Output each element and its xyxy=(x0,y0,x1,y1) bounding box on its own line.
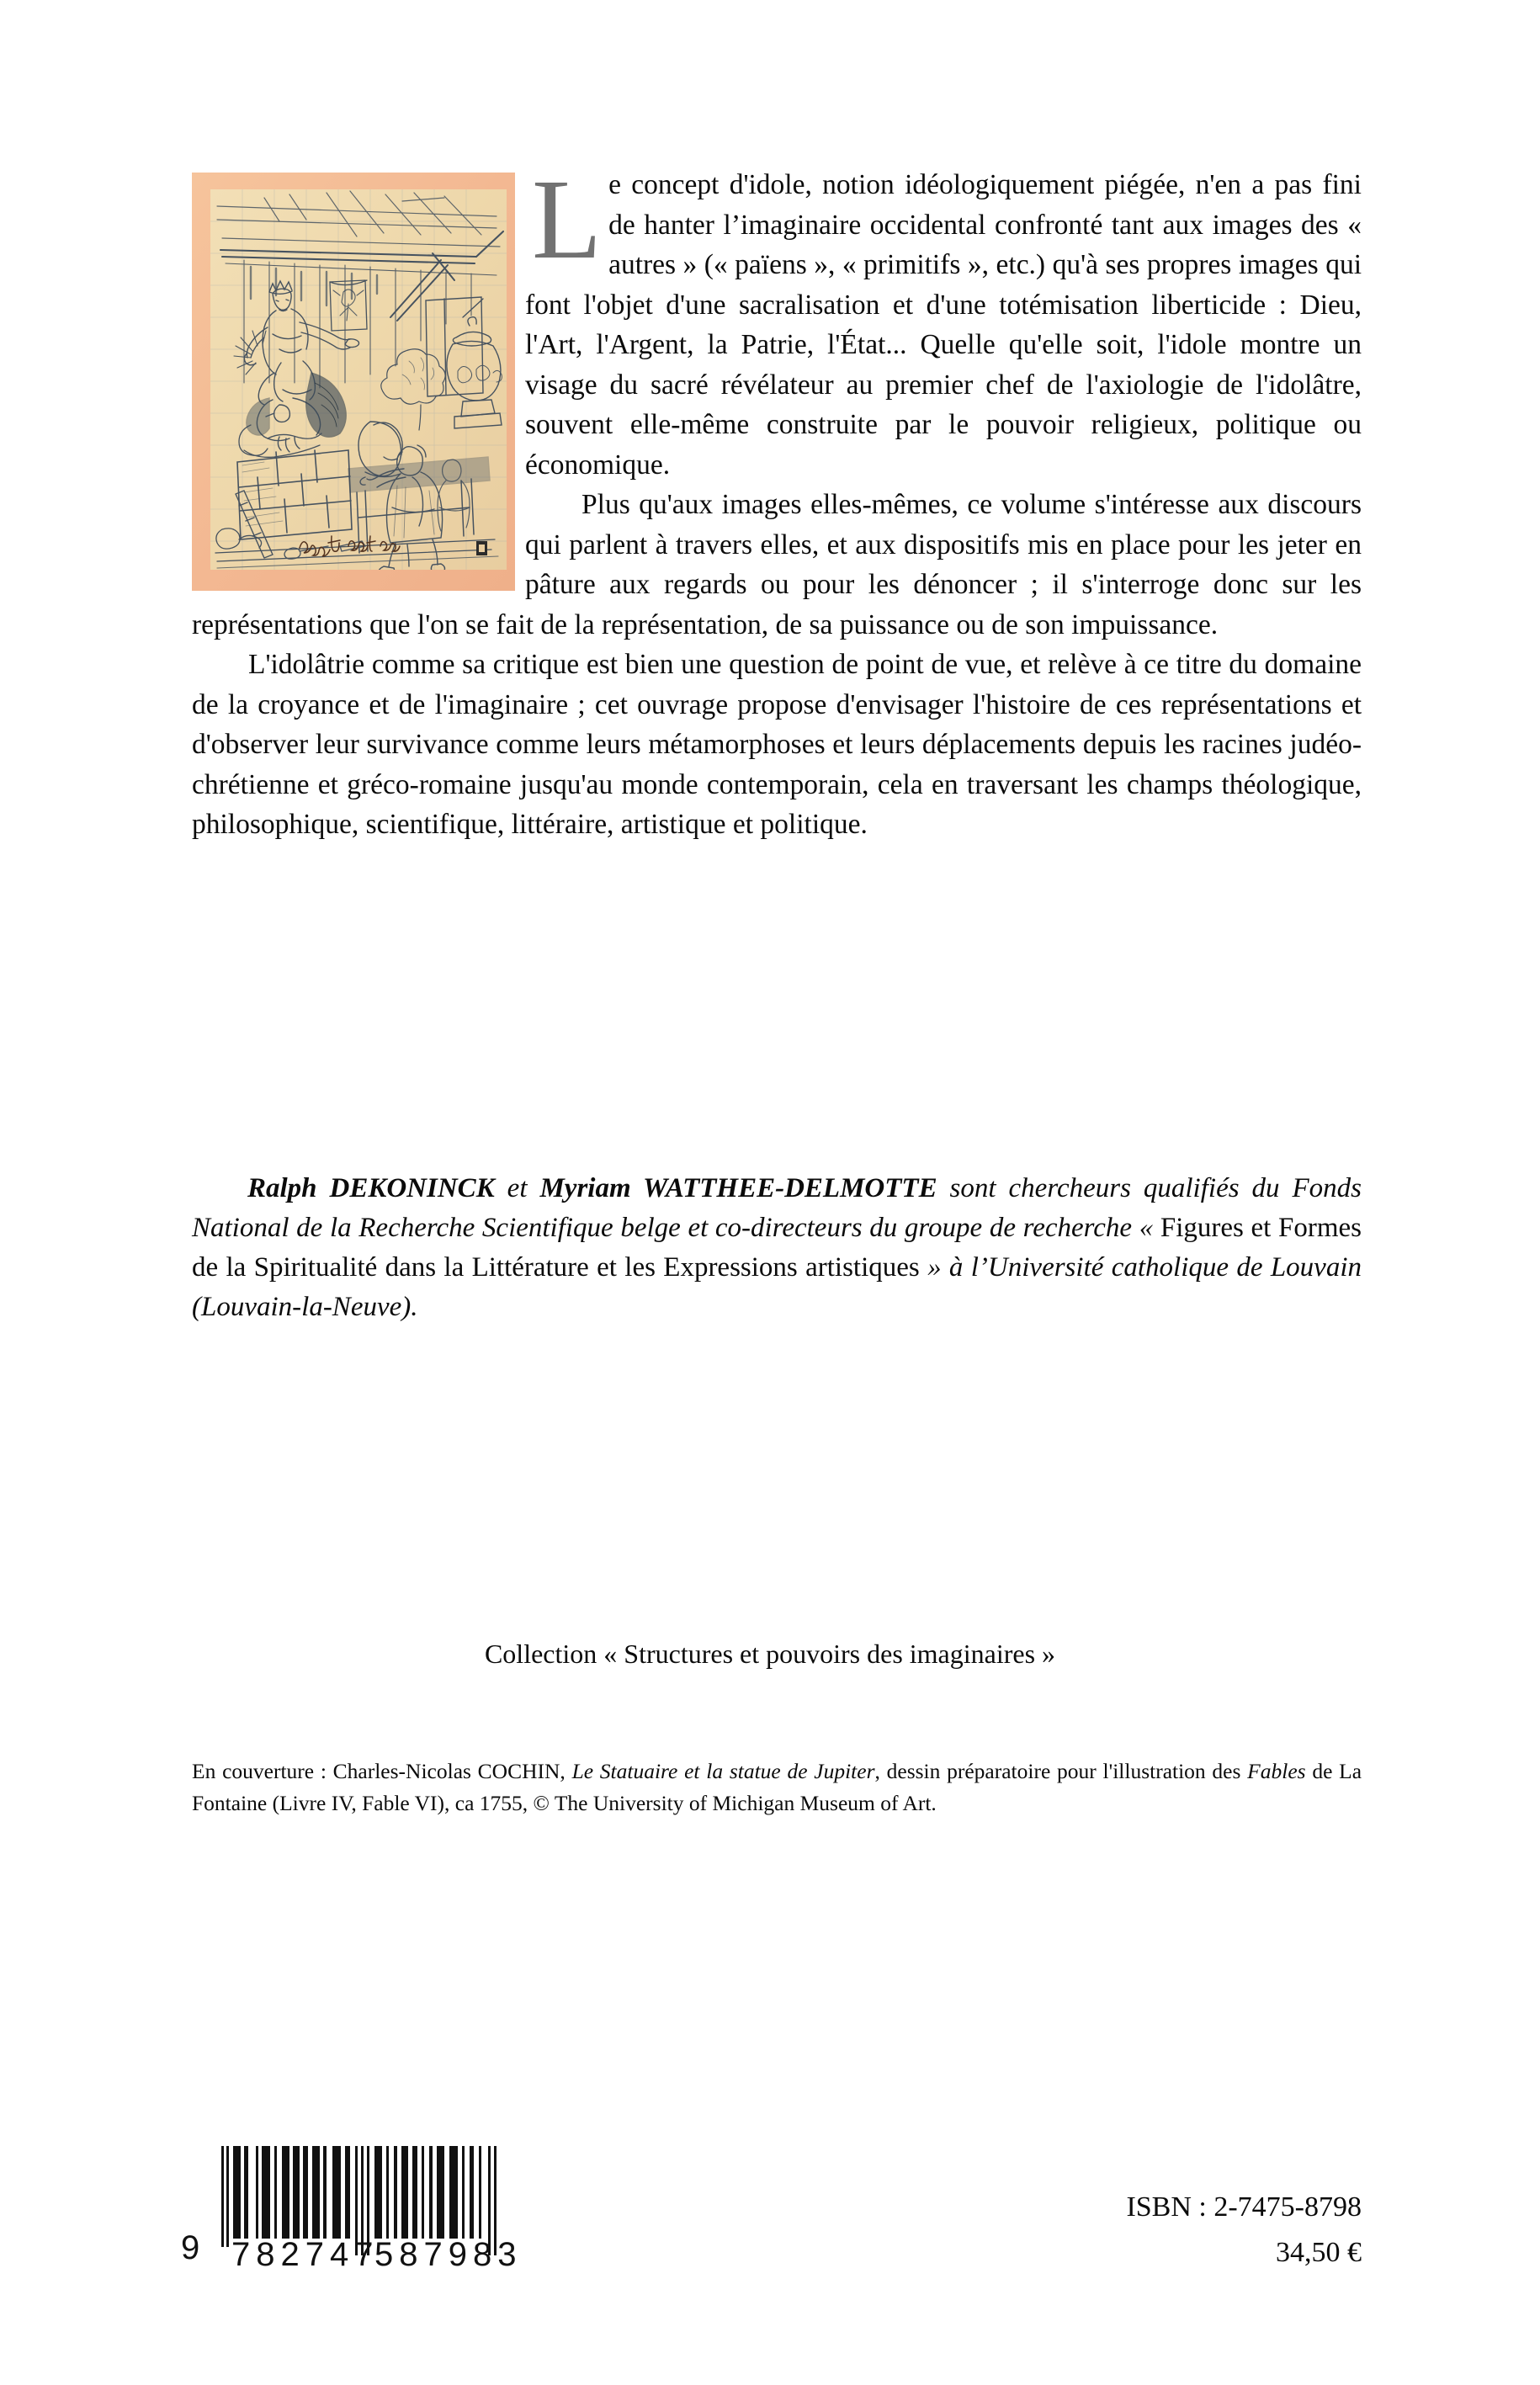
authors-text-before: sont chercheurs qualifiés du Fonds National de la Recherche Scientifique belge et co-directeurs du groupe de recherche « xyxy=(192,1173,1362,1243)
authors-bio xyxy=(192,1169,1362,1327)
isbn-label: ISBN : 2-7475-8798 xyxy=(1126,2191,1362,2223)
blurb-paragraph-2: Plus qu'aux images elles-mêmes, ce volume s'intéresse aux discours qui parlent à travers elles, et aux dispositifs mis en place pour les jeter en pâture aux regards ou pour les dénoncer ; il s'interroge donc sur les représentations que l'on se fait de la représentation, de sa puissance ou de son impuissance. xyxy=(192,489,1362,640)
barcode-right-digits: 587983 xyxy=(374,2236,523,2272)
cover-credits-paragraph xyxy=(192,1756,1362,1819)
author-name-2: Myriam WATTHEE-DELMOTTE xyxy=(539,1173,937,1203)
research-group-name: Figures et Formes de la Spiritualité dans la Littérature et les Expressions artistiques xyxy=(192,1213,1362,1283)
blurb-text xyxy=(192,157,1362,845)
cover-credits xyxy=(192,1756,1362,1819)
drop-cap-letter: L xyxy=(532,157,603,283)
credits-fables-title: Fables xyxy=(1247,1759,1306,1783)
isbn-price-block xyxy=(1126,2185,1362,2276)
credits-line-start: En couverture : Charles-Nicolas COCHIN, xyxy=(192,1759,572,1783)
author-name-1: Ralph DEKONINCK xyxy=(247,1173,495,1203)
ean13-barcode xyxy=(173,2129,543,2272)
collection-line: Collection « Structures et pouvoirs des imaginaires » xyxy=(484,1639,1056,1669)
blurb-paragraph-1-text: e concept d'idole, notion idéologiquement piégée, n'en a pas fini de hanter l’imaginaire occidental confronté tant aux images des « autres » (« païens », « primitifs », etc.) qu'à ses propres images qui font l'objet d'une sacralisation et d'une totémisation liberticide : Dieu, l'Art, l'Argent, la Patrie, l'État... Quelle qu'elle soit, l'idole montre un visage du sacré révélateur au premier chef de l'axiologie de l'idolâtre, souvent elle-même construite par le pouvoir religieux, politique ou économique. xyxy=(525,169,1362,481)
barcode-left-digits: 782747 xyxy=(231,2236,380,2272)
authors-bio-paragraph xyxy=(192,1169,1362,1327)
price-label: 34,50 € xyxy=(1276,2237,1362,2268)
blurb-paragraph-3: L'idolâtrie comme sa critique est bien une question de point de vue, et relève à ce titre du domaine de la croyance et de l'imaginaire ; cet ouvrage propose d'envisager l'histoire de ces représentations et d'observer leur survivance comme leurs métamorphoses et leurs déplacements depuis les racines judéo-chrétienne et gréco-romaine jusqu'au monde contemporain, cela en traversant les champs théologique, philosophique, scientifique, littéraire, artistique et politique. xyxy=(192,649,1362,840)
barcode-lead-digit: 9 xyxy=(181,2229,200,2266)
authors-conjunction: et xyxy=(494,1173,540,1203)
authors-text-after: » à l’Université catholique de Louvain (Louvain-la-Neuve). xyxy=(192,1252,1362,1322)
cover-image-float-spacer xyxy=(192,165,525,586)
credits-line-end: de La Fontaine (Livre IV, Fable VI), ca 1755, © The University of Michigan Museum of Art. xyxy=(192,1759,1362,1815)
credits-work-title: Le Statuaire et la statue de Jupiter xyxy=(571,1759,875,1783)
credits-line-middle: , dessin préparatoire pour l'illustration des xyxy=(874,1759,1248,1783)
